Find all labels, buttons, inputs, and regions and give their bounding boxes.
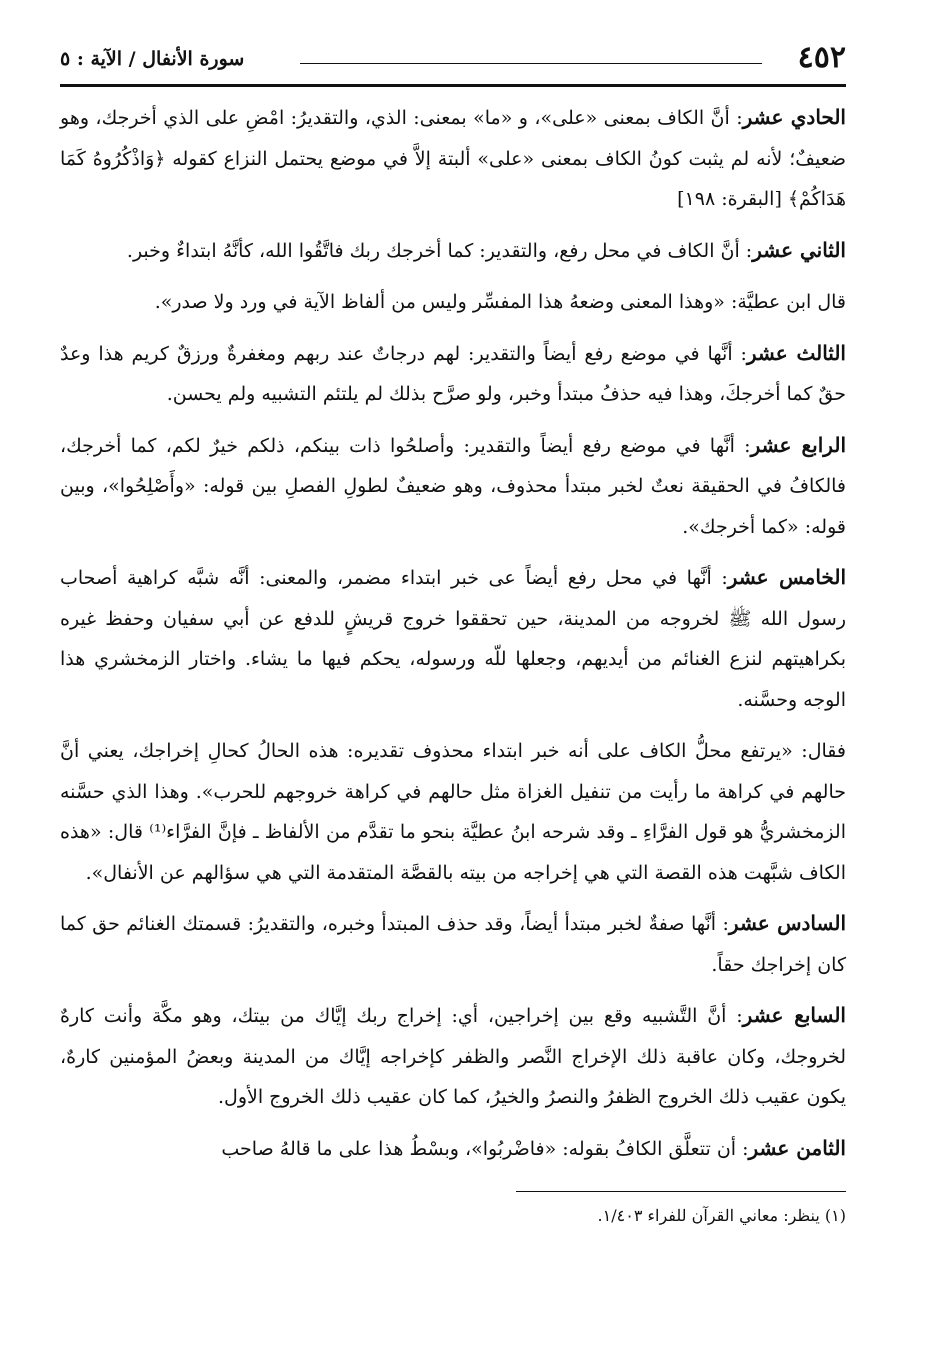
- running-title: سورة الأنفال / الآية : ٥: [60, 48, 245, 70]
- paragraph-text: : أنَّها في موضع رفع أيضاً والتقدير: وأصلحُوا ذات بينكم، ذلكم خيرٌ لكم، كما أخرجك، فالكافُ في الحقيقة نعتٌ لخبر مبتدأ محذوف، وهو ضعيفٌ لطولِ الفصلِ بين قوله: «وأَصْلِحُوا»، وبين قوله: «كما أخرجك».: [60, 434, 846, 538]
- paragraph-heading: الثاني عشر: [752, 237, 846, 262]
- paragraph: [60, 1128, 846, 1170]
- paragraph-text: : أنَّها في محل رفع أيضاً عى خبر ابتداء مضمر، والمعنى: أنَّه شبَّه كراهية أصحاب رسول الله ﷺ لخروجه من المدينة، حين تحققوا خروج قريشٍ للدفع عن أبي سفيان وحفظ غيره بكراهيتهم لنزع الغنائم من أيديهم، وجعلها للّه ورسوله، يحكم فيها ما يشاء. واختار الزمخشري هذا الوجه وحسَّنه.: [60, 567, 846, 711]
- page: [60, 40, 846, 1228]
- paragraph: [60, 333, 846, 415]
- paragraph-text: : أن تتعلَّق الكافُ بقوله: «فاضْربُوا»، وبسْطُ هذا على ما قالهُ صاحب: [221, 1137, 749, 1160]
- paragraph-text: قال ابن عطيَّة: «وهذا المعنى وضعهُ هذا المفسِّر وليس من ألفاظ الآية في ورد ولا صدر».: [154, 291, 846, 313]
- paragraph: [60, 281, 846, 323]
- paragraph-text: : أنَّ الكاف بمعنى «على»، و «ما» بمعنى: الذي، والتقديرُ: امْضِ على الذي أخرجك، وهو ضعيفٌ؛ لأنه لم يثبت كونُ الكاف بمعنى «على» ألبتة إلاَّ في موضع يحتمل النزاع كقوله ﴿وَاذْكُرُوهُ كَمَا هَدَاكُمْ﴾ [البقرة: ١٩٨]: [60, 107, 846, 210]
- paragraph-text: : أنَّ الكاف في محل رفع، والتقدير: كما أخرجك ربك فاتَّقُوا الله، كأنَّهُ ابتداءٌ وخبر.: [126, 239, 753, 262]
- paragraph-text: : أنَّها صفةٌ لخبر مبتدأ أيضاً، وقد حذف المبتدأ وخبره، والتقديرُ: قسمتك الغنائم حق كما كان إخراجك حقاً.: [60, 913, 846, 976]
- paragraph: [60, 230, 846, 272]
- paragraph-heading: الحادي عشر: [742, 105, 846, 129]
- header-rule: [300, 63, 762, 64]
- paragraph: [60, 730, 846, 893]
- paragraph: [60, 425, 846, 548]
- page-number: ٤٥٢: [797, 40, 846, 75]
- paragraph-text: : أنَّ التَّشبيه وقع بين إخراجين، أي: إخراج ربك إيَّاك من بيتك، وهو مكَّة وأنت كارهٌ لخروجك، وكان عاقبة ذلك الإخراج النَّصر والظفر كإخراجه إيَّاك من المدينة وبعضُ المؤمنين كارهٌ، يكون عقيب ذلك الخروج الظفرُ والنصرُ والخيرُ، كما كان عقيب ذلك الخروج الأول.: [60, 1005, 846, 1108]
- paragraph: [60, 903, 846, 985]
- footnote: (١) ينظر: معاني القرآن للفراء ١/٤٠٣.: [597, 1206, 846, 1225]
- paragraph-heading: الخامس عشر: [727, 565, 846, 589]
- paragraph-text: : أنَّها في موضع رفع أيضاً والتقدير: لهم درجاتٌ عند ربهم ومغفرةٌ ورزقٌ كريم هذا وعدٌ حقٌ كما أخرجكَ، وهذا فيه حذفُ مبتدأ وخبر، ولو صرَّح بذلك لم يلتئم التشبيه ولم يحسن.: [60, 342, 846, 405]
- paragraph-heading: السابع عشر: [742, 1003, 846, 1027]
- paragraph: [60, 97, 846, 220]
- header-divider: [60, 84, 846, 87]
- paragraph-heading: الثالث عشر: [746, 340, 846, 365]
- paragraph: [60, 995, 846, 1118]
- paragraph-heading: السادس عشر: [728, 911, 846, 935]
- page-body: [60, 97, 846, 1169]
- paragraph-text: فقال: «يرتفع محلُّ الكاف على أنه خبر ابتداء محذوف تقديره: هذه الحالُ كحالِ إخراجك، يعني أنَّ حالهم في كراهة ما رأيت من تنفيل الغزاة مثل حالهم في كراهة خروجهم للحرب». وهذا الذي حسَّنه الزمخشريُّ هو قول الفرَّاءِ ـ وقد شرحه ابنُ عطيَّة بنحو ما تقدَّم من الألفاظ ـ فإنَّ الفرَّاء⁽¹⁾ قال: «هذه الكاف شبَّهت هذه القصة التي هي إخراجه من بيته بالقصَّة المتقدمة التي هي سؤالهم عن الأنفال».: [60, 740, 846, 884]
- footnote-rule: [516, 1191, 846, 1192]
- page-header: [60, 40, 846, 84]
- paragraph-heading: الرابع عشر: [750, 432, 846, 457]
- paragraph: [60, 557, 846, 720]
- paragraph-heading: الثامن عشر: [748, 1135, 846, 1160]
